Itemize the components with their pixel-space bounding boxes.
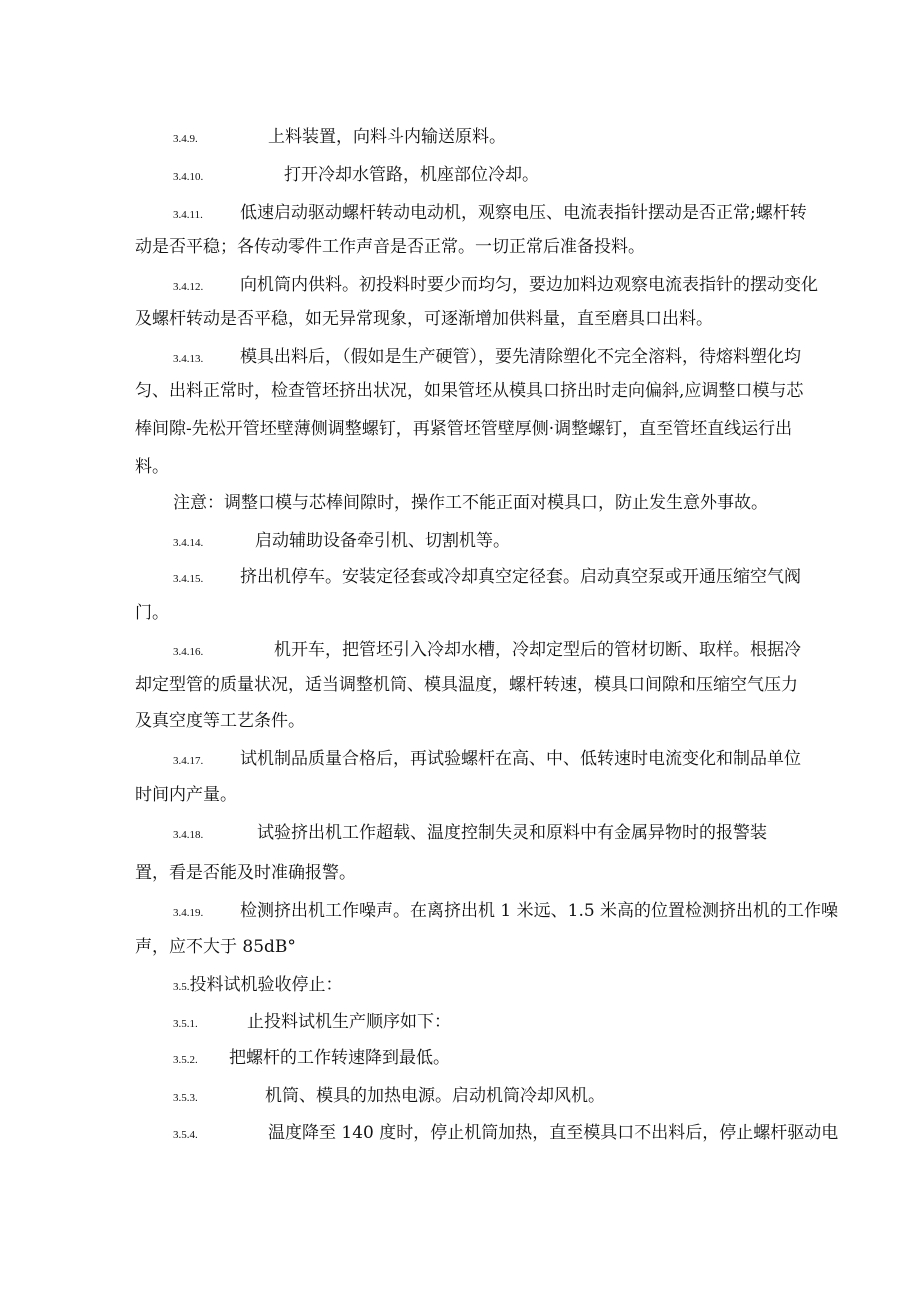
- list-item: [173, 1011, 853, 1035]
- item-number: 3.4.10.: [173, 171, 204, 183]
- list-item: [173, 639, 853, 663]
- item-text: 止投料试机生产顺序如下：: [247, 1012, 451, 1032]
- item-number: 3.4.11.: [173, 209, 203, 221]
- item-text: 向机筒内供料。初投料时要少而均匀，要边加料边观察电流表指针的摆动变化: [240, 275, 818, 295]
- item-text: 棒间隙-先松开管坯壁薄侧调整螺钉，再紧管坯管壁厚侧·调整螺钉，直至管坯直线运行出: [135, 419, 793, 439]
- item-text: 声，应不大于 85dB°: [135, 937, 296, 957]
- section-number: 3.5.: [173, 981, 190, 993]
- item-text: 及螺杆转动是否平稳，如无异常现象，可逐渐增加供料量，直至磨具口出料。: [135, 309, 713, 329]
- list-item: [173, 748, 853, 772]
- item-text: 动是否平稳；各传动零件工作声音是否正常。一切正常后准备投料。: [135, 237, 645, 257]
- item-text: 及真空度等工艺条件。: [135, 711, 305, 731]
- item-text: 时间内产量。: [135, 785, 237, 805]
- list-item: [173, 126, 853, 150]
- text-line: [135, 862, 815, 884]
- item-text: 启动辅助设备牵引机、切割机等。: [255, 531, 510, 551]
- item-text: 试机制品质量合格后，再试验螺杆在高、中、低转速时电流变化和制品单位: [240, 749, 801, 769]
- item-text: 机开车，把管坯引入冷却水槽，冷却定型后的管材切断、取样。根据冷: [274, 640, 801, 660]
- item-number: 3.4.13.: [173, 353, 204, 365]
- item-number: 3.4.15.: [173, 573, 204, 585]
- text-line: [135, 308, 815, 330]
- item-text: 挤出机停车。安装定径套或冷却真空定径套。启动真空泵或开通压缩空气阀: [240, 567, 801, 587]
- item-number: 3.4.12.: [173, 281, 204, 293]
- note-text: 注意：调整口模与芯棒间隙时，操作工不能正面对模具口，防止发生意外事故。: [173, 493, 768, 513]
- item-text: 置，看是否能及时准确报警。: [135, 863, 356, 883]
- item-text: 打开冷却水管路，机座部位冷却。: [284, 165, 539, 185]
- list-item: [173, 274, 853, 298]
- item-number: 3.4.9.: [173, 133, 198, 145]
- list-item: [173, 900, 853, 924]
- item-number: 3.5.1.: [173, 1018, 198, 1030]
- list-item: [173, 202, 853, 226]
- text-line: [135, 674, 815, 696]
- item-number: 3.4.14.: [173, 537, 204, 549]
- item-text: 模具出料后，（假如是生产硬管），要先清除塑化不完全溶料，待熔料塑化均: [240, 347, 801, 367]
- text-line: [135, 710, 815, 732]
- list-item: [173, 164, 853, 188]
- list-item: [173, 566, 853, 590]
- text-line: [135, 456, 815, 478]
- list-item: [173, 346, 853, 370]
- item-text: 试验挤出机工作超载、温度控制失灵和原料中有金属异物时的报警装: [257, 823, 767, 843]
- item-number: 3.5.4.: [173, 1129, 198, 1141]
- item-text: 匀、出料正常时，检查管坯挤出状况，如果管坯从模具口挤出时走向偏斜,应调整口模与芯: [135, 381, 804, 401]
- item-text: 把螺杆的工作转速降到最低。: [229, 1048, 450, 1068]
- item-text: 料。: [135, 457, 169, 477]
- item-number: 3.4.18.: [173, 829, 204, 841]
- item-text: 机筒、模具的加热电源。启动机筒冷却风机。: [265, 1086, 605, 1106]
- item-text: 低速启动驱动螺杆转动电动机，观察电压、电流表指针摆动是否正常;螺杆转: [240, 203, 807, 223]
- item-text: 门。: [135, 603, 169, 623]
- text-line: [135, 936, 815, 958]
- text-line: [135, 418, 815, 440]
- item-text: 却定型管的质量状况，适当调整机筒、模具温度，螺杆转速，模具口间隙和压缩空气压力: [135, 675, 798, 695]
- item-number: 3.4.19.: [173, 907, 204, 919]
- list-item: [173, 822, 853, 846]
- item-text: 上料装置，向料斗内输送原料。: [268, 127, 506, 147]
- list-item: [173, 1122, 853, 1146]
- list-item: [173, 1085, 853, 1109]
- item-number: 3.5.2.: [173, 1054, 198, 1066]
- section-heading: [173, 974, 853, 998]
- item-number: 3.5.3.: [173, 1092, 198, 1104]
- text-line: [135, 380, 815, 402]
- list-item: [173, 530, 853, 554]
- item-number: 3.4.17.: [173, 755, 204, 767]
- section-title: 投料试机验收停止：: [189, 975, 343, 995]
- list-item: [173, 1047, 853, 1071]
- note-line: [173, 492, 853, 514]
- text-line: [135, 784, 815, 806]
- item-number: 3.4.16.: [173, 646, 204, 658]
- item-text: 温度降至 140 度时，停止机筒加热，直至模具口不出料后，停止螺杆驱动电: [268, 1123, 839, 1143]
- text-line: [135, 236, 815, 258]
- item-text: 检测挤出机工作噪声。在离挤出机 1 米远、1.5 米高的位置检测挤出机的工作噪: [240, 901, 839, 921]
- text-line: [135, 602, 815, 624]
